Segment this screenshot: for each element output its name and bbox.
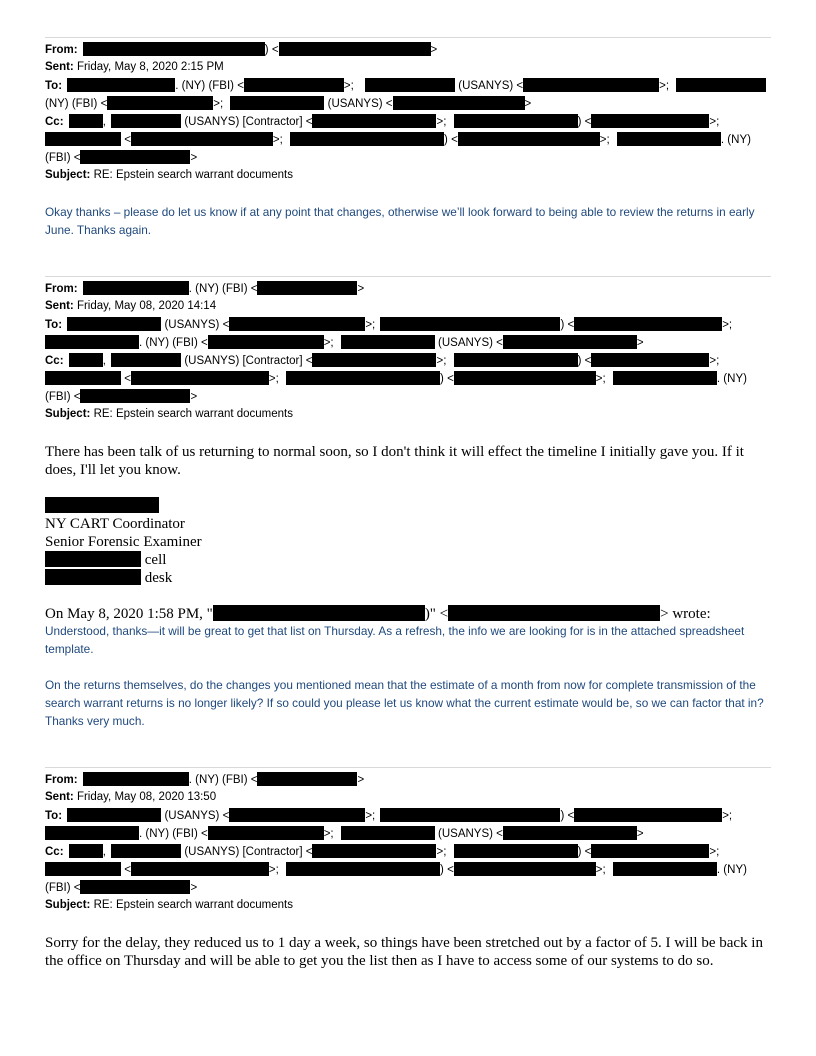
email2-sent-value: Friday, May 08, 2020 14:14 — [76, 300, 217, 312]
email3-cc-line: Cc: , (USANYS) [Contractor] < >; ) < >; — [45, 846, 720, 858]
redaction-bar — [591, 844, 709, 858]
email2-body: There has been talk of us returning to normal soon, so I don't think it will effect the timeline I initially gave you. If it does, I'll let you know. — [45, 444, 744, 478]
header-divider — [45, 767, 771, 768]
redaction-bar — [454, 862, 596, 876]
email2-subject-line — [45, 407, 293, 422]
sent-label: Sent: — [45, 791, 74, 803]
redaction-bar — [229, 808, 365, 822]
redaction-bar — [67, 808, 161, 822]
to-label: To: — [45, 810, 63, 822]
redaction-bar — [67, 78, 175, 92]
signature-desk: desk — [45, 569, 172, 587]
redaction-bar — [69, 844, 103, 858]
redaction-bar — [45, 132, 121, 146]
redaction-bar — [458, 132, 600, 146]
email1-subject-line — [45, 168, 293, 183]
redaction-bar — [286, 862, 440, 876]
email3-sent-line — [45, 790, 216, 805]
email1-to-line-2: (NY) (FBI) < >; (USANYS) < > — [45, 98, 532, 110]
email2-cc-line-2: < >; ) < >; . (NY) — [45, 371, 747, 387]
redaction-bar — [380, 808, 560, 822]
email1-subject-value: RE: Epstein search warrant documents — [93, 169, 294, 181]
email3-cc-line-3: (FBI) < > — [45, 882, 198, 894]
email3-from-line: From: . (NY) (FBI) < > — [45, 774, 365, 786]
redaction-bar — [454, 844, 578, 858]
quote-header: On May 8, 2020 1:58 PM, " )" < > wrote: — [45, 606, 711, 622]
redaction-bar — [107, 96, 213, 110]
redaction-bar — [591, 114, 709, 128]
redaction-bar — [131, 862, 269, 876]
redaction-bar — [613, 371, 717, 385]
redaction-bar — [230, 96, 324, 110]
redaction-bar — [574, 808, 722, 822]
redaction-bar — [111, 844, 181, 858]
from-label: From: — [45, 44, 78, 56]
email3-to-line-2: . (NY) (FBI) < >; (USANYS) < > — [45, 826, 644, 842]
cc-label: Cc: — [45, 116, 64, 128]
redaction-bar — [208, 826, 324, 840]
redaction-bar — [111, 114, 181, 128]
redaction-bar — [83, 42, 265, 56]
email2-cc-line: Cc: , (USANYS) [Contractor] < >; ) < >; — [45, 355, 720, 367]
header-divider — [45, 37, 771, 38]
email1-cc-line: Cc: , (USANYS) [Contractor] < >; ) < >; — [45, 116, 720, 128]
email2-from-line: From: . (NY) (FBI) < > — [45, 283, 365, 295]
cc-label: Cc: — [45, 355, 64, 367]
redaction-bar — [83, 772, 189, 786]
redaction-bar — [69, 114, 103, 128]
header-divider — [45, 276, 771, 277]
quoted-paragraph-1: Understood, thanks—it will be great to get that list on Thursday. As a refresh, the info we are looking for is in the attached spreadsheet template. — [45, 624, 745, 656]
email1-cc-line-2: < >; ) < >; . (NY) — [45, 132, 751, 148]
redaction-bar — [45, 551, 141, 567]
redaction-bar — [80, 880, 190, 894]
redaction-bar — [617, 132, 721, 146]
redaction-bar — [67, 317, 161, 331]
redaction-bar — [380, 317, 560, 331]
email3-to-line: To: (USANYS) < >; ) < >; — [45, 810, 733, 822]
sent-label: Sent: — [45, 300, 74, 312]
redaction-bar — [83, 281, 189, 295]
email1-from-line: From: ) < > — [45, 44, 438, 56]
redaction-bar — [80, 389, 190, 403]
redaction-bar — [286, 371, 440, 385]
email2-to-line-2: . (NY) (FBI) < >; (USANYS) < > — [45, 335, 644, 351]
from-label: From: — [45, 774, 78, 786]
redaction-bar — [279, 42, 431, 56]
email1-to-line: To: . (NY) (FBI) < >; (USANYS) < >; — [45, 78, 766, 94]
redaction-bar — [454, 353, 578, 367]
redaction-bar — [448, 605, 660, 621]
email1-body: Okay thanks – please do let us know if at any point that changes, otherwise we’ll look forward to being able to review the returns in early June. Thanks again. — [45, 205, 755, 237]
redaction-bar — [229, 317, 365, 331]
email3-sent-value: Friday, May 08, 2020 13:50 — [76, 791, 217, 803]
sent-label: Sent: — [45, 61, 74, 73]
redaction-bar — [290, 132, 444, 146]
from-label: From: — [45, 283, 78, 295]
email3-body: Sorry for the delay, they reduced us to 1 day a week, so things have been stretched out by a factor of 5. I will be back in the office on Thursday and will be able to get you the list then as I have to access some of our systems to do so. — [45, 935, 763, 969]
email2-subject-value: RE: Epstein search warrant documents — [93, 408, 294, 420]
redaction-bar — [131, 132, 273, 146]
email2-to-line: To: (USANYS) < >; ) < >; — [45, 319, 733, 331]
subject-label: Subject: — [45, 169, 91, 181]
redaction-bar — [676, 78, 766, 92]
email2-cc-line-3: (FBI) < > — [45, 391, 198, 403]
email3-subject-line — [45, 898, 293, 913]
subject-label: Subject: — [45, 408, 91, 420]
redaction-bar — [257, 772, 357, 786]
redaction-bar — [312, 844, 436, 858]
subject-label: Subject: — [45, 899, 91, 911]
redaction-bar — [503, 826, 637, 840]
to-label: To: — [45, 80, 63, 92]
redaction-bar — [45, 862, 121, 876]
email3-cc-line-2: < >; ) < >; . (NY) — [45, 862, 747, 878]
redaction-bar — [591, 353, 709, 367]
redaction-bar — [80, 150, 190, 164]
redaction-bar — [365, 78, 455, 92]
signature-name — [45, 497, 159, 515]
redaction-bar — [45, 335, 139, 349]
redaction-bar — [244, 78, 344, 92]
redaction-bar — [257, 281, 357, 295]
email3-subject-value: RE: Epstein search warrant documents — [93, 899, 294, 911]
email2-sent-line — [45, 299, 216, 314]
redaction-bar — [45, 497, 159, 513]
redaction-bar — [111, 353, 181, 367]
redaction-bar — [312, 114, 436, 128]
redaction-bar — [341, 826, 435, 840]
quoted-paragraph-2: On the returns themselves, do the changes you mentioned mean that the estimate of a month from now for complete transmission of the search warrant returns is no longer likely? If so could you please let us know what the current estimate would be, so we can factor that in? Thanks very much. — [45, 678, 764, 728]
redaction-bar — [312, 353, 436, 367]
signature-cell: cell — [45, 551, 166, 569]
redaction-bar — [523, 78, 659, 92]
signature-title-2: Senior Forensic Examiner — [45, 534, 202, 550]
cc-label: Cc: — [45, 846, 64, 858]
redaction-bar — [213, 605, 425, 621]
redaction-bar — [69, 353, 103, 367]
redaction-bar — [341, 335, 435, 349]
email1-sent-value: Friday, May 8, 2020 2:15 PM — [76, 61, 224, 73]
redaction-bar — [613, 862, 717, 876]
redaction-bar — [454, 114, 578, 128]
redaction-bar — [45, 826, 139, 840]
signature-title-1: NY CART Coordinator — [45, 516, 185, 532]
redaction-bar — [503, 335, 637, 349]
redaction-bar — [393, 96, 525, 110]
redaction-bar — [131, 371, 269, 385]
redaction-bar — [45, 371, 121, 385]
email1-cc-line-3: (FBI) < > — [45, 152, 198, 164]
email1-sent-line — [45, 60, 224, 75]
redaction-bar — [208, 335, 324, 349]
redaction-bar — [574, 317, 722, 331]
redaction-bar — [454, 371, 596, 385]
to-label: To: — [45, 319, 63, 331]
redaction-bar — [45, 569, 141, 585]
